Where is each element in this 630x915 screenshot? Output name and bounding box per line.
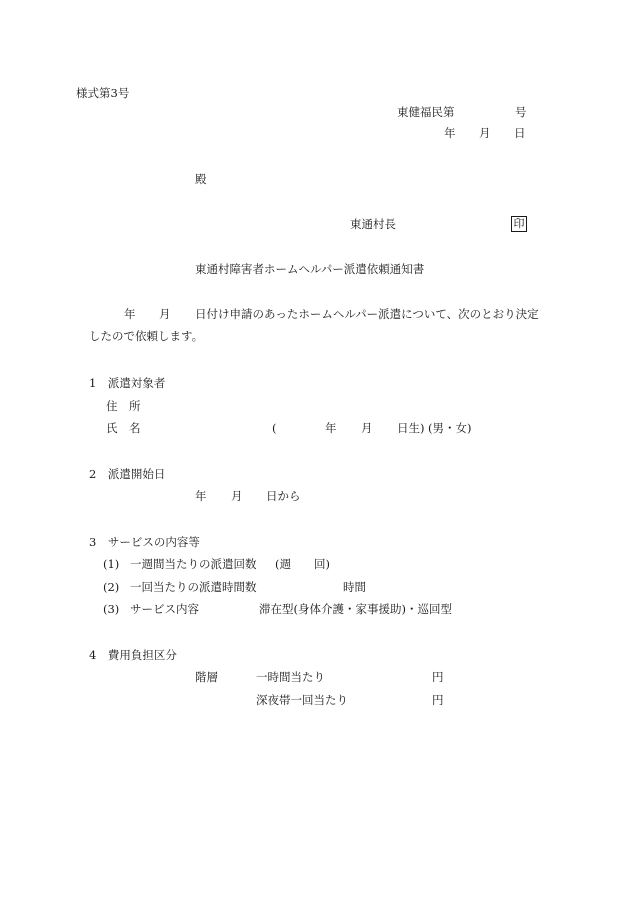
body-year-label: 年 [124,307,136,321]
seal-mark: 印 [511,216,527,232]
dob-day-label: 日生) [397,421,425,435]
service-content-label: サービス内容 [130,602,199,616]
hours-per-visit-label: 一回当たりの派遣時間数 [130,580,257,594]
name-label: 氏 名 [106,421,141,435]
addressee-honorific: 殿 [195,172,207,186]
issuer-name: 東通村長 [350,217,396,231]
hourly-rate-label: 一時間当たり [256,670,325,684]
night-rate-unit: 円 [432,693,444,707]
document-number-prefix: 東健福民第 [397,105,455,119]
body-month-label: 月 [159,307,171,321]
item-number: (3) [103,602,120,616]
start-year-label: 年 [195,489,207,503]
section3-heading: 3 サービスの内容等 [89,535,200,549]
section1-heading: 1 派遣対象者 [89,376,166,390]
dob-month-label: 月 [361,421,373,435]
date-day-label: 日 [514,126,526,140]
body-line-2: したので依頼します。 [89,329,204,343]
body-line-1: 日付け申請のあったホームヘルパー派遣について、次のとおり決定 [195,307,539,321]
service-content-value: 滞在型(身体介護・家事援助)・巡回型 [259,602,452,616]
item-number: (2) [103,580,120,594]
visits-per-week-label: 一週間当たりの派遣回数 [130,557,257,571]
start-day-from-label: 日から [266,489,301,503]
date-year-label: 年 [444,126,456,140]
document-number-suffix: 号 [515,105,527,119]
hours-per-visit-unit: 時間 [343,580,366,594]
address-label: 住 所 [106,399,141,413]
dob-year-label: 年 [325,421,337,435]
document-title: 東通村障害者ホームヘルパー派遣依頼通知書 [195,262,425,276]
hourly-rate-unit: 円 [432,670,444,684]
item-number: (1) [103,557,120,571]
section4-heading: 4 費用負担区分 [89,648,177,662]
visits-per-week-value: (週 回) [275,557,330,571]
dob-open-paren: ( [272,421,277,435]
start-month-label: 月 [231,489,243,503]
night-rate-label: 深夜帯一回当たり [256,693,348,707]
gender-choice: (男・女) [428,421,472,435]
section2-heading: 2 派遣開始日 [89,467,166,481]
tier-label: 階層 [195,670,218,684]
date-month-label: 月 [479,126,491,140]
form-number: 様式第3号 [76,86,130,100]
